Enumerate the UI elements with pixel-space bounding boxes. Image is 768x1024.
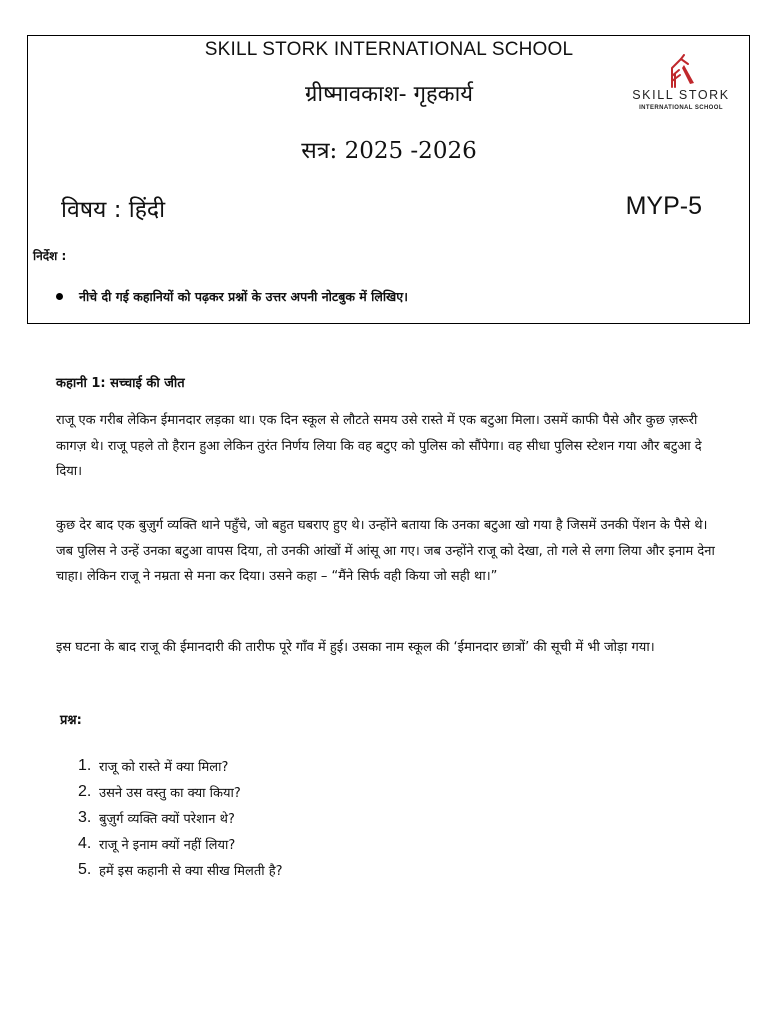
question-number: 5. [78, 861, 92, 878]
question-text: हमें इस कहानी से क्या सीख मिलती है? [99, 864, 283, 879]
homework-title: ग्रीष्मावकाश- गृहकार्य [304, 82, 474, 107]
question-number: 2. [78, 783, 92, 800]
story-paragraph: इस घटना के बाद राजू की ईमानदारी की तारीफ पूरे गाँव में हुई। उसका नाम स्कूल की ‘ईमानदार छात्रों’ की सूची में भी जोड़ा गया। [56, 640, 655, 655]
question-item [78, 857, 283, 883]
question-item [78, 779, 283, 805]
header-box [27, 35, 750, 324]
question-item [78, 831, 283, 857]
question-number: 3. [78, 809, 92, 826]
story-paragraph: कुछ देर बाद एक बुज़ुर्ग व्यक्ति थाने पहुँचे, जो बहुत घबराए हुए थे। उन्होंने बताया कि उनका बटुआ खो गया है जिसमें उनकी पेंशन के पैसे थे। जब पुलिस ने उन्हें उनका बटुआ वापस दिया, तो उनकी आंखों में आंसू आ गए। जब उन्होंने राजू को देखा, तो गले से लगा लिया और इनाम देना चाहा। लेकिन राजू ने नम्रता से मना कर दिया। उसने कहा – “मैंने सिर्फ वही किया जो सही था।” [56, 518, 715, 584]
logo-subtitle: INTERNATIONAL SCHOOL [639, 105, 723, 111]
questions-label: प्रश्न: [60, 713, 82, 728]
instruction-text: नीचे दी गई कहानियों को पढ़कर प्रश्नों के उत्तर अपनी नोटबुक में लिखिए। [79, 289, 408, 304]
question-text: राजू को रास्ते में क्या मिला? [99, 760, 229, 775]
story-title: कहानी 1: सच्चाई की जीत [56, 376, 185, 391]
instruction-item [56, 288, 408, 305]
stork-icon [664, 54, 696, 88]
question-number: 4. [78, 835, 92, 852]
grade: MYP-5 [625, 192, 702, 220]
question-number: 1. [78, 757, 92, 774]
story-paragraph: राजू एक गरीब लेकिन ईमानदार लड़का था। एक दिन स्कूल से लौटते समय उसे रास्ते में एक बटुआ मिला। उसमें काफी पैसे और कुछ ज़रूरी कागज़ थे। राजू पहले तो हैरान हुआ लेकिन तुरंत निर्णय लिया कि वह बटुए को पुलिस को सौंपेगा। वह सीधा पुलिस स्टेशन गया और बटुआ दे दिया। [56, 413, 702, 479]
logo-name: SKILL STORK [632, 88, 730, 102]
instructions-label: निर्देश : [33, 249, 67, 263]
school-name: SKILL STORK INTERNATIONAL SCHOOL [204, 39, 574, 60]
session: सत्र: 2025 -2026 [301, 138, 477, 164]
question-text: राजू ने इनाम क्यों नहीं लिया? [99, 838, 236, 853]
question-item [78, 805, 283, 831]
school-logo [626, 54, 736, 118]
bullet-icon [56, 293, 63, 300]
question-item [78, 753, 283, 779]
question-text: बुज़ुर्ग व्यक्ति क्यों परेशान थे? [99, 812, 235, 827]
subject: विषय : हिंदी [61, 197, 166, 223]
question-text: उसने उस वस्तु का क्या किया? [99, 786, 241, 801]
question-list [78, 753, 283, 883]
